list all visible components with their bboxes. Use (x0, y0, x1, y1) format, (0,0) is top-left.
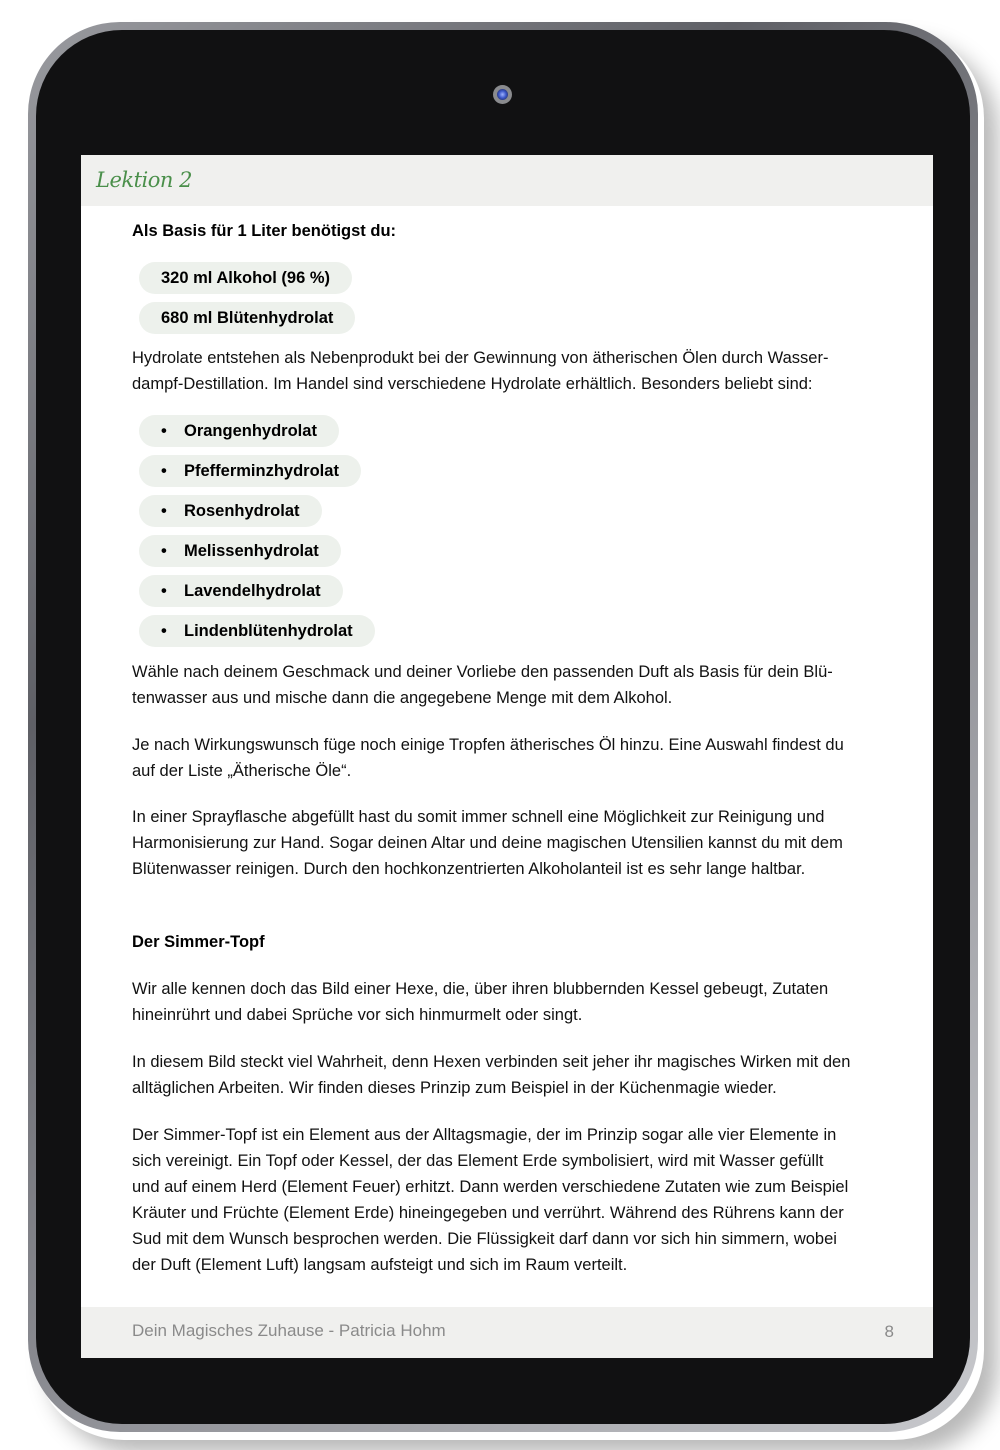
hydrolate-list-item (139, 575, 343, 607)
list-item-label: Lavendelhydrolat (184, 582, 321, 600)
hydrolate-list-item (139, 455, 361, 487)
bullet-icon: • (161, 542, 167, 560)
text-line: Harmonisierung zur Hand. Sogar deinen Altar und deine magischen Utensilien kannst du mit dem (132, 834, 843, 852)
hydrolate-list-item (139, 495, 322, 527)
bullet-icon: • (161, 462, 167, 480)
text-line: Je nach Wirkungswunsch füge noch einige Tropfen ätherisches Öl hinzu. Eine Auswahl findest du (132, 736, 844, 754)
ingredient-pill: 320 ml Alkohol (96 %) (139, 262, 352, 294)
list-item-label: Orangenhydrolat (184, 422, 317, 440)
text-line: auf der Liste „Ätherische Öle“. (132, 762, 352, 780)
list-item-label: Rosenhydrolat (184, 502, 300, 520)
text-line: Wir alle kennen doch das Bild einer Hexe, die, über ihren blubbernden Kessel gebeugt, Zutaten (132, 980, 829, 998)
bullet-icon: • (161, 622, 167, 640)
text-line: Hydrolate entstehen als Nebenprodukt bei der Gewinnung von ätherischen Ölen durch Wasser- (132, 349, 829, 367)
text-line: In diesem Bild steckt viel Wahrheit, denn Hexen verbinden seit jeher ihr magisches Wirken mit den (132, 1053, 851, 1071)
page-footer (81, 1307, 933, 1358)
choose-paragraph (132, 659, 892, 711)
page-number: 8 (884, 1322, 894, 1341)
lesson-label: Lektion 2 (96, 168, 192, 192)
hydrolate-list-item (139, 535, 341, 567)
text-line: Blütenwasser reinigen. Durch den hochkonzentrierten Alkoholanteil ist es sehr lange haltbar. (132, 860, 806, 878)
text-line: Wähle nach deinem Geschmack und deiner Vorliebe den passenden Duft als Basis für dein Blü- (132, 663, 833, 681)
text-line: hineinrührt und dabei Sprüche vor sich hinmurmelt oder singt. (132, 1006, 583, 1024)
section-heading: Der Simmer-Topf (132, 933, 265, 951)
witch-paragraph (132, 976, 892, 1028)
hydrolate-intro-paragraph (132, 345, 892, 397)
text-line: Sud mit dem Wunsch besprochen werden. Die Flüssigkeit darf dann vor sich hin simmern, wobei (132, 1230, 837, 1248)
simmer-paragraph (132, 1122, 892, 1278)
oils-paragraph (132, 732, 892, 784)
bullet-icon: • (161, 582, 167, 600)
text-line: Kräuter und Früchte (Element Erde) hineingegeben und verrührt. Während des Rührens kann der (132, 1204, 844, 1222)
camera-icon (493, 85, 512, 104)
text-line: dampf-Destillation. Im Handel sind verschiedene Hydrolate erhältlich. Besonders beliebt sind: (132, 375, 813, 393)
intro-heading: Als Basis für 1 Liter benötigst du: (132, 222, 397, 240)
text-line: und auf einem Herd (Element Feuer) erhitzt. Dann werden verschiedene Zutaten wie zum Beispiel (132, 1178, 849, 1196)
list-item-label: Melissenhydrolat (184, 542, 319, 560)
text-line: In einer Sprayflasche abgefüllt hast du somit immer schnell eine Möglichkeit zur Reinigung und (132, 808, 825, 826)
bullet-icon: • (161, 422, 167, 440)
camera-lens (497, 89, 508, 100)
page-header (81, 155, 933, 206)
footer-title: Dein Magisches Zuhause - Patricia Hohm (132, 1321, 446, 1340)
text-line: alltäglichen Arbeiten. Wir finden dieses Prinzip zum Beispiel in der Küchenmagie wieder. (132, 1079, 777, 1097)
hydrolate-list-item (139, 415, 339, 447)
text-line: der Duft (Element Luft) langsam aufsteigt und sich im Raum verteilt. (132, 1256, 628, 1274)
text-line: tenwasser aus und mische dann die angegebene Menge mit dem Alkohol. (132, 689, 673, 707)
hydrolate-list-item (139, 615, 375, 647)
list-item-label: Lindenblütenhydrolat (184, 622, 353, 640)
text-line: Der Simmer-Topf ist ein Element aus der Alltagsmagie, der im Prinzip sogar alle vier Elemente in (132, 1126, 837, 1144)
bullet-icon: • (161, 502, 167, 520)
text-line: sich vereinigt. Ein Topf oder Kessel, der das Element Erde symbolisiert, wird mit Wasser gefüllt (132, 1152, 824, 1170)
ingredient-pill: 680 ml Blütenhydrolat (139, 302, 355, 334)
truth-paragraph (132, 1049, 892, 1101)
ebook-page[interactable] (81, 155, 933, 1358)
spray-paragraph (132, 804, 892, 882)
list-item-label: Pfefferminzhydrolat (184, 462, 339, 480)
